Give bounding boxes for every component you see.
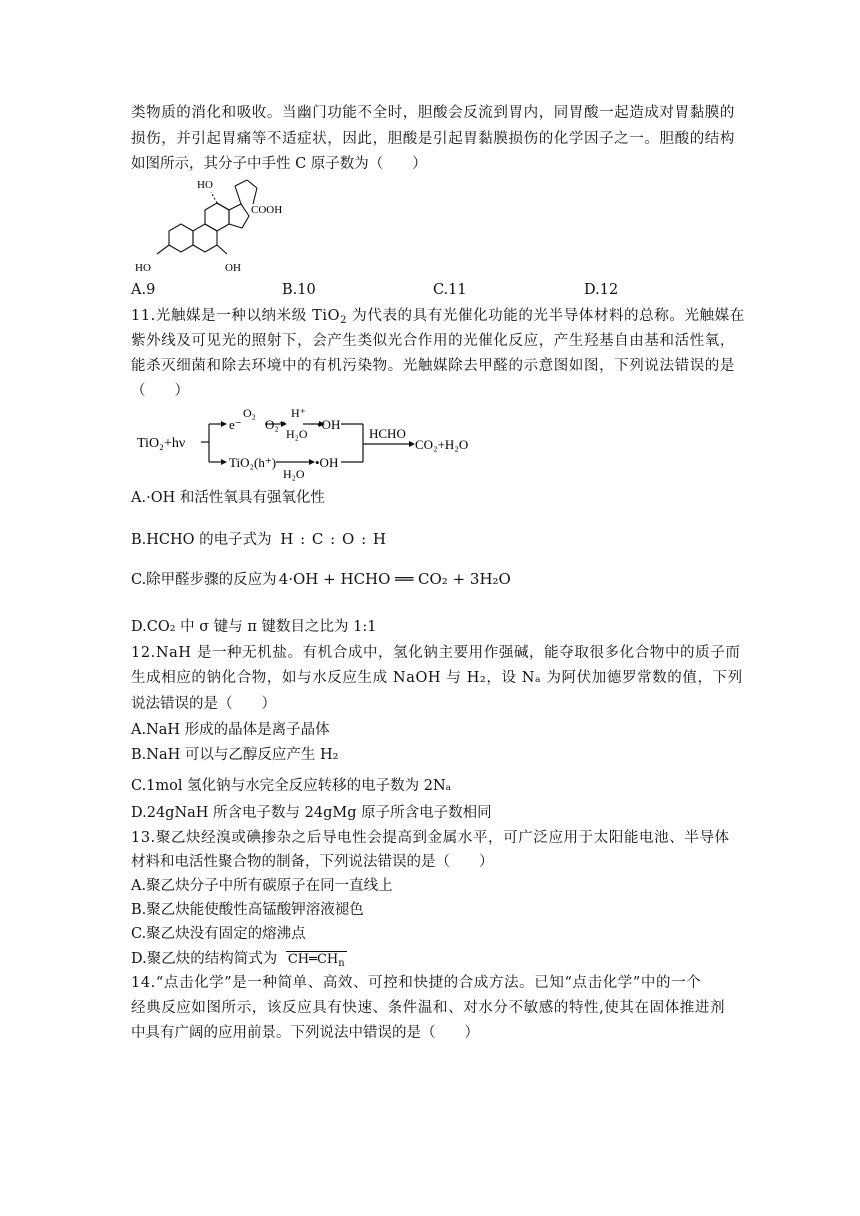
q11-text-line2: 紫外线及可见光的照射下，会产生类似光合作用的光催化反应，产生羟基自由基和活性氧， (131, 333, 735, 349)
polyacetylene-formula (286, 951, 347, 972)
diagram-h2o-a-label: H₂O (286, 427, 308, 441)
q12-text-line3: 说法错误的是（ ） (131, 696, 276, 712)
diagram-superoxide-label: O₂⁻ (265, 417, 286, 432)
photocatalyst-diagram (131, 402, 491, 484)
q10-option-d: D.12 (584, 282, 619, 298)
q10-text-line2: 损伤，并引起胃痛等不适症状，因此，胆酸是引起胃黏膜损伤的化学因子之一。胆酸的结构 (131, 131, 735, 147)
q12-option-b: B.NaH 可以与乙醇反应产生 H₂ (131, 747, 339, 763)
q11-line1-head: 11.光触媒是一种以纳米级 TiO (131, 308, 341, 324)
q13-text-line1: 13.聚乙炔经溴或碘掺杂之后导电性会提高到金属水平，可广泛应用于太阳能电池、半导体 (131, 830, 730, 846)
diagram-start-label: TiO₂+hν (137, 436, 186, 451)
diagram-hplus-label: H⁺ (291, 406, 306, 420)
q12-text-line2: 生成相应的钠化合物，如与水反应生成 NaOH 与 H₂，设 Nₐ 为阿伏加德罗常数的值，下列 (131, 670, 743, 686)
q14-text-line1: 14.“点击化学”是一种简单、高效、可控和快捷的合成方法。已知“点击化学”中的一个 (131, 975, 702, 991)
q13-option-a: A.聚乙炔分子中所有碳原子在同一直线上 (131, 878, 393, 894)
q11-option-b-text: B.HCHO 的电子式为 (131, 532, 272, 548)
cholic-acid-structure-figure (131, 174, 301, 278)
ho-top-label: HO (197, 179, 213, 191)
q13-option-d-text: D.聚乙炔的结构简式为 (131, 951, 278, 967)
polyacetylene-repeat-unit: CH═CH (287, 952, 339, 967)
q13-option-d (131, 949, 347, 972)
q13-option-c: C.聚乙炔没有固定的熔沸点 (131, 926, 306, 942)
q11-text-line1 (131, 306, 745, 331)
q11-option-a: A.·OH 和活性氧具有强氧化性 (131, 490, 325, 506)
diagram-oh-b-label: •OH (315, 455, 339, 470)
q12-text-line1: 12.NaH 是一种无机盐。有机合成中，氢化钠主要用作强碱，能夺取很多化合物中的质子而 (131, 645, 741, 661)
q13-option-b: B.聚乙炔能使酸性高锰酸钾溶液褪色 (131, 902, 364, 918)
diagram-o2-label: O₂ (243, 406, 256, 420)
ho-left-label: HO (135, 262, 151, 274)
q11-option-d-text: CO₂ 中 σ 键与 π 键数目之比为 1:1 (146, 619, 377, 635)
q10-text-line3: 如图所示，其分子中手性 C 原子数为（ ） (131, 156, 427, 172)
q14-text-line3: 中具有广阔的应用前景。下列说法中错误的是（ ） (131, 1025, 479, 1041)
q11-line1-sub: 2 (340, 315, 348, 326)
diagram-tio2h-label: TiO₂(h⁺) (229, 455, 277, 470)
q10-option-a: A.9 (131, 282, 156, 298)
polyacetylene-n: n (338, 958, 345, 969)
q14-text-line2: 经典反应如图所示，该反应具有快速、条件温和、对水分不敏感的特性,使其在固体推进剂 (131, 1000, 726, 1016)
q11-option-c (131, 569, 511, 590)
q10-option-b: B.10 (282, 282, 316, 298)
diagram-electron-label: e⁻ (229, 417, 242, 432)
q12-option-c: C.1mol 氢化钠与水完全反应转移的电子数为 2Nₐ (131, 778, 452, 794)
cooh-label: COOH (251, 204, 283, 216)
diagram-oh-a-label: •OH (317, 417, 341, 432)
q12-option-d: D.24gNaH 所含电子数与 24gMg 原子所含电子数相同 (131, 805, 492, 821)
diagram-hcho-label: HCHO (369, 426, 406, 441)
formaldehyde-equation: 4·OH + HCHO ══ CO₂ + 3H₂O (278, 570, 511, 588)
hcho-electron-formula: H : C : O : H (280, 530, 387, 548)
q11-option-d-prefix: D. (131, 619, 147, 635)
q10-text-line1: 类物质的消化和吸收。当幽门功能不全时，胆酸会反流到胃内，同胃酸一起造成对胃黏膜的 (131, 105, 735, 121)
diagram-products-label: CO₂+H₂O (415, 437, 469, 452)
q12-option-a: A.NaH 形成的晶体是离子晶体 (131, 722, 330, 738)
q11-option-b (131, 529, 387, 550)
q10-option-c: C.11 (433, 282, 467, 298)
q11-option-c-text: C.除甲醛步骤的反应为 (131, 572, 277, 588)
q11-text-line3: 能杀灭细菌和除去环境中的有机污染物。光触媒除去甲醛的示意图如图，下列说法错误的是 (131, 358, 735, 374)
q11-option-d (131, 617, 376, 637)
q13-text-line2: 材料和电活性聚合物的制备，下列说法错误的是（ ） (131, 854, 494, 870)
oh-right-label: OH (225, 262, 241, 274)
diagram-h2o-b-label: H₂O (283, 467, 305, 481)
q11-text-line4: （ ） (131, 383, 189, 399)
q11-line1-tail: 为代表的具有光催化功能的光半导体材料的总称。光触媒在 (347, 308, 745, 324)
